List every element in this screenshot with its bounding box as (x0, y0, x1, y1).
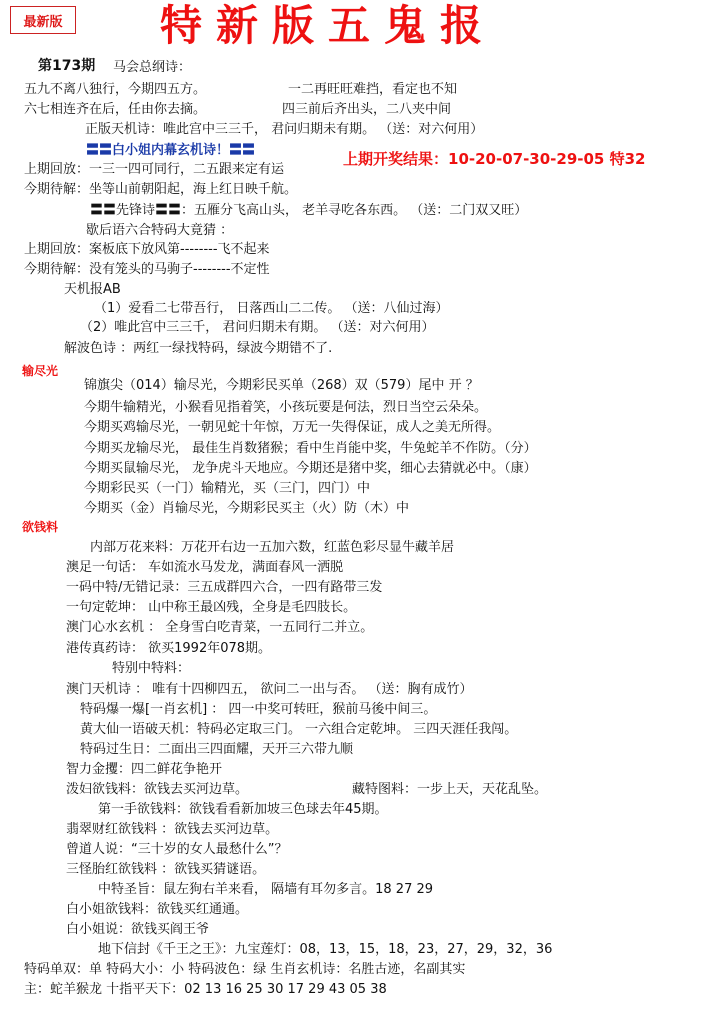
text-line: 五九不离八独行，今期四五方。 (24, 82, 207, 97)
text-line: 上期回放：案板底下放风第--------飞不起来 (24, 242, 270, 257)
text-line: 〓〓白小姐内幕玄机诗！〓〓 (86, 143, 256, 158)
text-line: 白小姐欲钱料：欲钱买红通通。 (66, 902, 249, 917)
text-line: 黄大仙一语破天机：特码必定取三门。 一六组合定乾坤。 三四天涯任我闯。 (80, 722, 518, 737)
text-line: 特码单双：单 特码大小：小 特码波色：绿 生肖玄机诗：名胜古迹，名副其实 (24, 962, 466, 977)
text-line: 今期待解：没有笼头的马驹子--------不定性 (24, 262, 270, 277)
text-line: 澳门天机诗 ： 唯有十四柳四五， 欲问二一出与否。 （送：胸有成竹） (66, 682, 473, 697)
text-line: 今期牛输精光，小猴看见指着笑，小孩玩要是何法，烈日当空云朵朵。 (84, 400, 488, 415)
section-lose-label: 输尽光 (22, 364, 59, 378)
text-line: 今期买鼠输尽光， 龙争虎斗天地应。今期还是猪中奖，细心去猜就必中。（康） (84, 461, 537, 476)
text-line: 主：蛇羊猴龙 十指平天下：02 13 16 25 30 17 29 43 05 38 (24, 982, 387, 997)
text-line: 澳门心水玄机 ： 全身雪白吃青菜，一五同行二并立。 (66, 620, 374, 635)
text-line: 中特圣旨：鼠左狗右羊来看， 隔墙有耳勿多言。18 27 29 (98, 882, 434, 897)
text-line: 四三前后齐出头，二八夹中间 (282, 102, 452, 117)
text-line: 马会总纲诗： (113, 60, 192, 75)
text-line: 内部万花来料：万花开右边一五加六数，红蓝色彩尽显牛藏羊居 (90, 540, 455, 555)
page-title: 特新版五鬼报 (160, 1, 497, 50)
text-line: 一二再旺旺难挡，看定也不知 (288, 82, 458, 97)
text-line: 泼妇欲钱料：欲钱去买河边草。 (66, 782, 249, 797)
text-line: 天机报AB (64, 282, 121, 297)
text-line: 特别中特料： (112, 661, 191, 676)
text-line: 港传真药诗： 欲买1992年078期。 (66, 641, 272, 656)
text-line: 今期买龙输尽光， 最佳生肖数猪猴；看中生肖能中奖，牛兔蛇羊不作防。（分） (84, 441, 537, 456)
text-line: 翡翠财红欲钱料 ：欲钱去买河边草。 (66, 822, 279, 837)
text-line: 正版天机诗：唯此宫中三三千， 君问归期未有期。 （送：对六何用） (85, 122, 484, 137)
text-line: 六七相连齐在后，任由你去摘。 (24, 102, 207, 117)
text-line: 智力金攫：四二鲜花争艳开 (66, 762, 223, 777)
text-line: 歇后语六合特码大竟猜 ： (86, 223, 234, 238)
text-line: 特码爆一爆[一肖玄机] ： 四一中奖可转旺，猴前马後中间三。 (80, 702, 437, 717)
text-line: 今期买鸡输尽光，一朝见蛇十年惊，万无一失得保证，成人之美无所得。 (84, 420, 501, 435)
text-line: 地下信封《千王之王》：九宝莲灯：08，13，15，18，23，27，29，32，36 (98, 942, 553, 957)
text-line: 三怪胎红欲钱料 ：欲钱买猜谜语。 (66, 862, 266, 877)
text-line: （2）唯此宫中三三千， 君问归期未有期。 （送：对六何用） (80, 320, 435, 335)
text-line: 曾道人说：“三十岁的女人最愁什么”？ (66, 842, 288, 857)
text-line: 今期买（金）肖输尽光，今期彩民买主（火）防（木）中 (84, 501, 410, 516)
text-line: （1）爱看二七带吾行， 日落西山二二传。 （送：八仙过海） (94, 301, 449, 316)
text-line: 特码过生日：二面出三四面耀，天开三六带九顺 (80, 742, 354, 757)
text-line: 藏特图料：一步上天，天花乱坠。 (352, 782, 548, 797)
text-line: 一句定乾坤： 山中称王最凶残，全身是毛四肢长。 (66, 600, 357, 615)
text-line: 今期待解：坐等山前朝阳起，海上红日映千航。 (24, 182, 298, 197)
text-line: 上期回放：一三一四可同行，二五跟来定有运 (24, 162, 285, 177)
text-line: 〓〓先锋诗〓〓：五雁分飞高山头， 老羊寻吃各东西。 （送：二门双又旺） (90, 203, 528, 218)
text-line: 锦旗尖（014）输尽光，今期彩民买单（268）双（579）尾中 开 ？ (84, 378, 479, 393)
latest-edition-badge: 最新版 (10, 6, 76, 34)
text-line: 白小姐说：欲钱买阎王爷 (66, 922, 210, 937)
section-want-label: 欲钱料 (22, 520, 59, 534)
issue-number: 第173期 (38, 58, 96, 74)
text-line: 一码中特/无错记录：三五成群四六合，一四有路带三发 (66, 580, 383, 595)
text-line: 今期彩民买（一门）输精光，买（三门，四门）中 (84, 481, 371, 496)
text-line: 澳足一句话： 车如流水马发龙，满面春风一洒脱 (66, 560, 344, 575)
last-draw-result: 上期开奖结果：10-20-07-30-29-05 特32 (343, 150, 646, 168)
text-line: 第一手欲钱料：欲钱看看新加坡三色球去年45期。 (98, 802, 388, 817)
text-line: 解波色诗 ：两红一绿找特码，绿波今期错不了. (64, 341, 333, 356)
